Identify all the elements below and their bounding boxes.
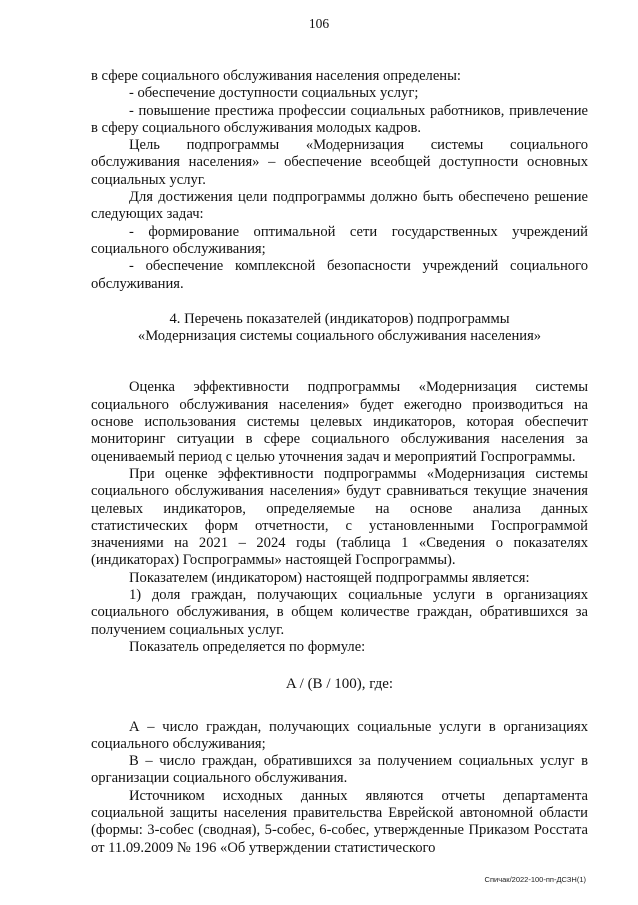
formula: A / (B / 100), где: bbox=[285, 676, 394, 693]
list-item: - повышение престижа профессии социальных работников, привлечение в сферу социального обслуживания молодых кадров. bbox=[91, 102, 588, 136]
list-item: 1) доля граждан, получающих социальные услуги в организациях социального обслуживания, в общем количестве граждан, обратившихся за получением социальных услуг. bbox=[91, 587, 588, 638]
paragraph: Источником исходных данных являются отчеты департамента социальной защиты населения правительства Еврейской автономной области (формы: 3-собес (сводная), 5-собес, 6-собес, утвержденные Приказом Росстата от 11.09.2009 № 196 «Об утверждении статистического bbox=[91, 787, 588, 856]
list-item: - обеспечение доступности социальных услуг; bbox=[129, 85, 419, 102]
definition: В – число граждан, обратившихся за получением социальных услуг в организации социального обслуживания. bbox=[91, 753, 588, 787]
list-item: - формирование оптимальной сети государственных учреждений социального обслуживания; bbox=[91, 223, 588, 257]
paragraph: Показателем (индикатором) настоящей подпрограммы является: bbox=[129, 569, 530, 586]
paragraph: Цель подпрограммы «Модернизация системы социального обслуживания населения» – обеспечение всеобщей доступности основных социальных услуг. bbox=[91, 137, 588, 188]
paragraph: в сфере социального обслуживания населения определены: bbox=[91, 68, 461, 84]
paragraph: Оценка эффективности подпрограммы «Модернизация системы социального обслуживания населения» будет ежегодно производиться на основе использования системы целевых индикаторов, которая обеспечит мониторинг ситуации в сфере социального обслуживания населения за оцениваемый период с целью уточнения задач и мероприятий Госпрограммы. bbox=[91, 379, 588, 465]
page-number: 106 bbox=[308, 16, 330, 31]
section-heading-line: 4. Перечень показателей (индикаторов) подпрограммы bbox=[169, 310, 510, 327]
paragraph: Для достижения цели подпрограммы должно быть обеспечено решение следующих задач: bbox=[91, 189, 588, 223]
paragraph: При оценке эффективности подпрограммы «Модернизация системы социального обслуживания населения» будут сравниваться текущие значения целевых индикаторов, определяемые на основе анализа данных статистических форм отчетности, с установленными Госпрограммой значениями на 2021 – 2024 годы (таблица 1 «Сведения о показателях (индикаторах) Госпрограммы» настоящей Госпрограммы). bbox=[91, 465, 588, 569]
list-item: - обеспечение комплексной безопасности учреждений социального обслуживания. bbox=[91, 258, 588, 292]
document-body bbox=[91, 68, 588, 857]
definition: А – число граждан, получающих социальные услуги в организациях социального обслуживания; bbox=[91, 718, 588, 752]
section-heading-line: «Модернизация системы социального обслуживания населения» bbox=[137, 328, 542, 345]
document-footer-code: Спичак/2022-100-пп-ДСЗН(1) bbox=[484, 874, 586, 884]
paragraph: Показатель определяется по формуле: bbox=[129, 638, 366, 655]
section-heading bbox=[91, 311, 588, 346]
